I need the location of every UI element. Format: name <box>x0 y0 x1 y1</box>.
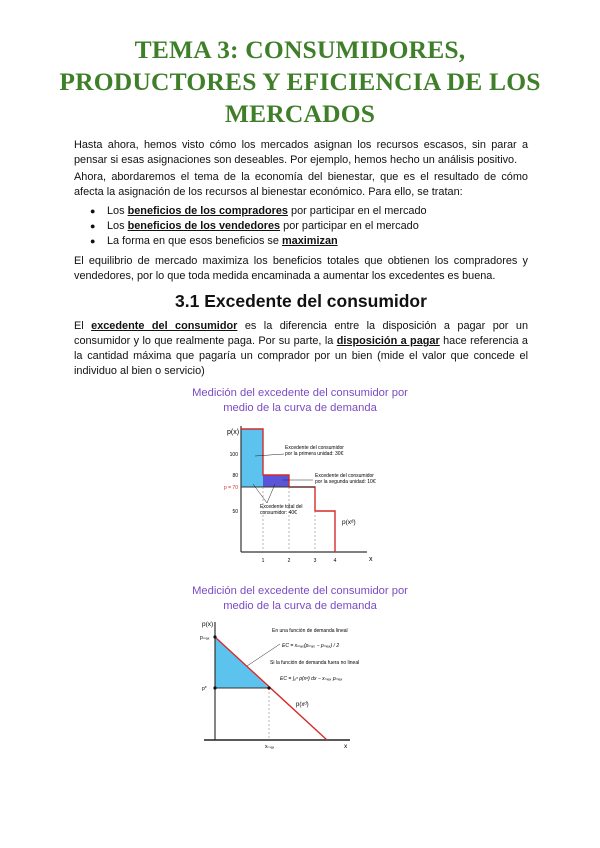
figure-1-title-line: Medición del excedente del consumidor por <box>192 387 408 399</box>
demand-curve-label: p(xᵈ) <box>296 702 309 708</box>
surplus-area-first-unit <box>241 429 263 487</box>
figure-1-chart <box>205 424 405 574</box>
list-item-text: por participar en el mercado <box>280 220 419 232</box>
title-line-2: PRODUCTORES Y EFICIENCIA DE LOS <box>59 67 541 96</box>
annotation-second-unit: Excedente del consumidor <box>315 473 374 479</box>
y-tick-label: pₘₐₓ <box>200 635 210 641</box>
list-item-text: La forma en que esos beneficios se <box>107 235 282 247</box>
demand-line <box>215 637 327 740</box>
x-tick-label: 3 <box>313 558 317 564</box>
text-nonlinear-demand: Si la función de demanda fuera no lineal <box>270 660 360 666</box>
paragraph-equilibrium: El equilibrio de mercado maximiza los beneficios totales que obtienen los compradores y vendedores, por lo que toda medida encaminada a aumentar los excedentes es buena. <box>74 255 528 282</box>
y-tick-label: 50 <box>232 509 238 515</box>
y-tick-label: p* <box>202 686 207 692</box>
x-tick-label: xₘₐₓ <box>265 744 275 750</box>
figure-2-title-line: Medición del excedente del consumidor por <box>192 585 408 597</box>
y-tick-label: p = 70 <box>223 485 238 491</box>
paragraph-intro: Hasta ahora, hemos visto cómo los mercados asignan los recursos escasos, sin parar a pensar si esas asignaciones son deseables. Por ejemplo, hemos hecho un análisis positivo. <box>74 139 528 166</box>
x-axis-label: x <box>369 556 373 563</box>
section-heading: 3.1 Excedente del consumidor <box>175 291 427 311</box>
term-excedente: excedente del consumidor <box>91 320 238 332</box>
bullet-icon: ● <box>90 236 96 246</box>
figure-2-chart <box>192 616 372 751</box>
x-tick-label: 1 <box>261 558 265 564</box>
list-item-text: Los <box>107 220 128 232</box>
paragraph-text: El <box>74 320 92 332</box>
figure-2-title <box>170 584 430 614</box>
figure-1-title <box>170 386 430 416</box>
annotation-total: consumidor: 40€ <box>260 510 297 516</box>
x-tick-label: 2 <box>287 558 291 564</box>
intercept-point <box>213 635 216 638</box>
title-line-1: TEMA 3: CONSUMIDORES, <box>134 35 466 64</box>
list-item-emphasis: beneficios de los vendedores <box>127 220 281 232</box>
page-title <box>40 34 560 130</box>
annotation-second-unit: por la segunda unidad: 10€ <box>315 479 376 485</box>
figure-1-title-line: medio de la curva de demanda <box>223 402 377 414</box>
paragraph-text: es la diferencia entre la disposición a pagar por un consumidor y lo que realmente paga. Por su parte, la <box>74 320 528 347</box>
y-tick-label: 100 <box>229 452 238 458</box>
price-point <box>213 686 216 689</box>
annotation-total: Excedente total del <box>260 504 303 510</box>
list-item-text: Los <box>107 205 128 217</box>
equilibrium-point <box>267 686 270 689</box>
formula-linear: EC = xₘₐₓ(pₘₐₓ − pₘₐₓ) / 2 <box>282 643 340 649</box>
formula-nonlinear: EC = ∫₀ˣ p(xᵈ) dx − xₘₐₓ pₘₐₓ <box>280 676 343 682</box>
surplus-area-second-unit <box>263 475 289 487</box>
list-item-emphasis: maximizan <box>281 235 338 247</box>
bullet-icon: ● <box>90 221 96 231</box>
paragraph-text: hace referencia a la cantidad máxima que pagaría un comprador por un bien (mide el valor que concede el individuo al bien o servicio) <box>74 335 528 377</box>
x-axis-label: x <box>344 743 348 750</box>
demand-curve-label: p(xᵈ) <box>342 519 356 526</box>
list-item-text: por participar en el mercado <box>287 205 427 217</box>
y-axis-label: p(x) <box>202 621 214 628</box>
paragraph-welfare: Ahora, abordaremos el tema de la economía del bienestar, que es el resultado de cómo afecta la asignación de los recursos al bienestar económico. Para ello, se tratan: <box>74 171 528 198</box>
list-item-emphasis: beneficios de los compradores <box>127 205 288 217</box>
y-tick-label: 80 <box>232 473 238 479</box>
figure-2-title-line: medio de la curva de demanda <box>223 600 377 612</box>
x-tick-label: 4 <box>333 558 337 564</box>
paragraph-definition <box>74 319 528 379</box>
term-disposicion: disposición a pagar <box>336 335 440 347</box>
text-linear-demand: En una función de demanda lineal <box>272 628 348 634</box>
title-line-3: MERCADOS <box>224 99 376 128</box>
bullet-icon: ● <box>90 206 96 216</box>
y-axis-label: p(x) <box>227 429 240 436</box>
annotation-first-unit: por la primera unidad: 30€ <box>285 451 344 457</box>
annotation-first-unit: Excedente del consumidor <box>285 445 344 451</box>
